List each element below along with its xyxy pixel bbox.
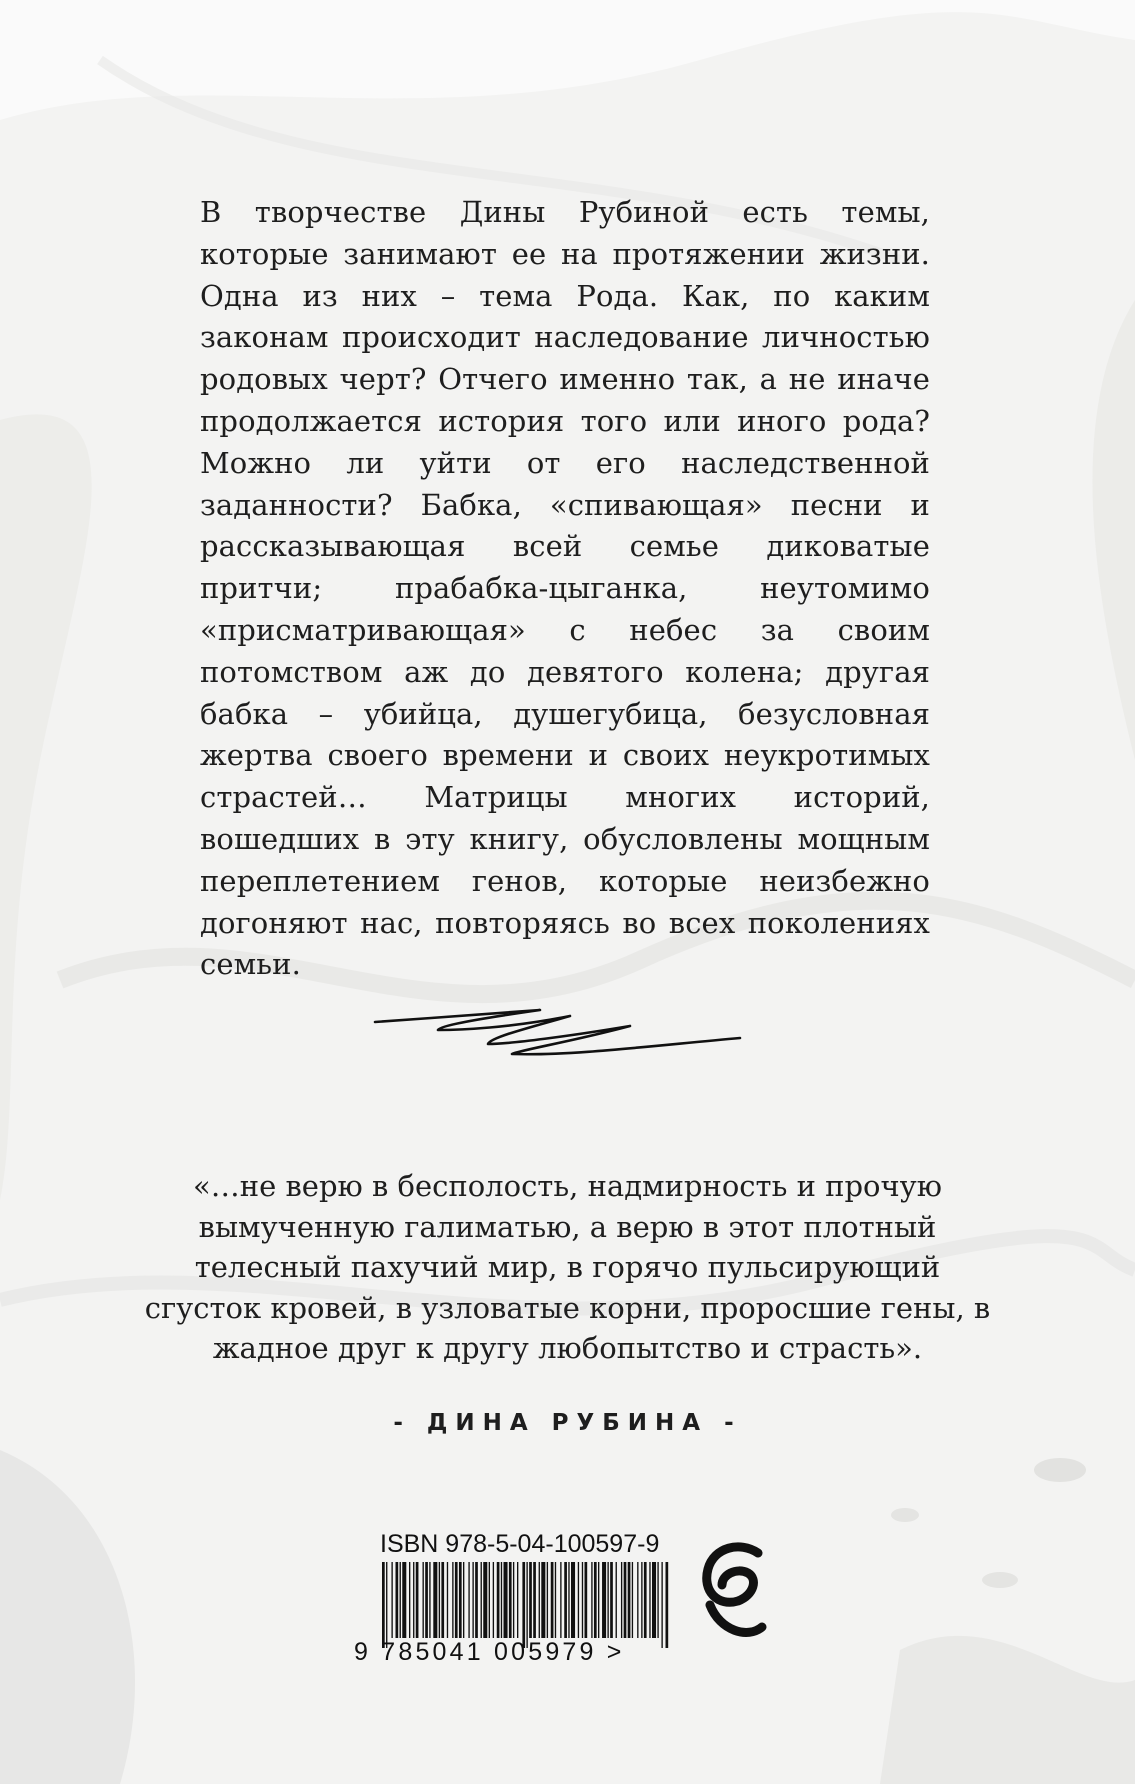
- barcode-icon: [380, 1562, 670, 1648]
- signature-icon: [370, 990, 750, 1070]
- eksmo-logo-icon: [700, 1535, 768, 1655]
- author-name: - ДИНА РУБИНА -: [393, 1410, 742, 1436]
- isbn-label: ISBN 978-5-04-100597-9: [380, 1530, 660, 1558]
- author-quote: «…не верю в бесполость, надмирность и прочую вымученную галиматью, а верю в этот плотный телесный пахучий мир, в горячо пульсирующий сгусток кровей, в узловатые корни, проросшие гены, в жадное друг к другу любопытство и страсть».: [144, 1169, 991, 1365]
- barcode-digits: 9 785041 005979 >: [354, 1638, 625, 1666]
- book-description: В творчестве Дины Рубиной есть темы, которые занимают ее на протяжении жизни. Одна из них – тема Рода. Как, по каким законам происходит наследование личностью родовых черт? Отчего именно так, а не иначе продолжается история того или иного рода? Можно ли уйти от его наследственной заданности? Бабка, «спивающая» песни и рассказывающая всей семье диковатые притчи; прабабка-цыганка, неутомимо «присматривающая» с небес за своим потомством аж до девятого колена; другая бабка – убийца, душегубица, безусловная жертва своего времени и своих неукротимых страстей… Матрицы многих историй, вошедших в эту книгу, обусловлены мощным переплетением генов, которые неизбежно догоняют нас, повторяясь во всех поколениях семьи.: [200, 195, 930, 982]
